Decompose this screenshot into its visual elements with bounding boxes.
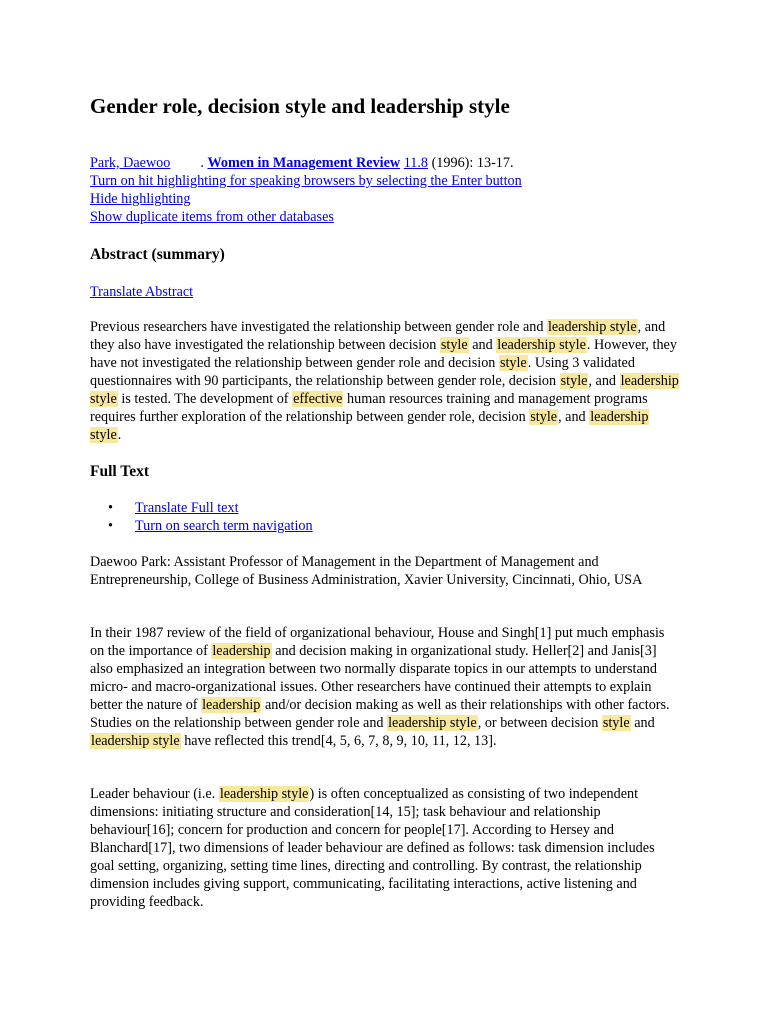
translate-full-text-link[interactable]: Translate Full text	[135, 500, 239, 516]
citation-dot: .	[200, 155, 204, 171]
list-item	[135, 499, 313, 517]
search-term-highlight: effective	[293, 391, 343, 407]
hit-highlighting-link[interactable]: Turn on hit highlighting for speaking browsers by selecting the Enter button	[90, 173, 522, 189]
search-term-highlight: leadership	[202, 697, 261, 713]
search-term-highlight: leadership style	[90, 409, 649, 443]
show-duplicates-link[interactable]: Show duplicate items from other databases	[90, 209, 334, 225]
search-term-highlight: leadership style	[547, 319, 637, 335]
search-term-highlight: style	[499, 355, 527, 371]
full-text-links	[90, 499, 313, 535]
search-term-highlight: style	[602, 715, 630, 731]
search-term-navigation-link[interactable]: Turn on search term navigation	[135, 518, 313, 534]
abstract-text: Previous researchers have investigated the relationship between gender role and leadership style, and they also have investigated the relationship between decision style and leadership style. However, they have not investigated the relationship between gender role and decision style. Using 3 validated questionnaires with 90 participants, the relationship between gender role, decision style, and leadership style is tested. The development of effective human resources training and management programs requires further exploration of the relationship between gender role, decision style, and leadership style.	[90, 319, 679, 443]
full-text-heading: Full Text	[90, 463, 150, 480]
citation-line	[90, 154, 690, 172]
search-term-highlight: leadership style	[388, 715, 477, 731]
search-term-highlight: style	[440, 337, 468, 353]
author-link[interactable]: Park, Daewoo	[90, 155, 171, 171]
body-paragraph-1: In their 1987 review of the field of organizational behaviour, House and Singh[1] put much emphasis on the importance of leadership and decision making in organizational study. Heller[2] and Janis[3] also emphasized an integration between two normally disparate topics in our attempts to understand micro- and macro-organizational issues. Other researchers have continued their attempts to explain better the nature of leadership and/or decision making as well as their relationships with other factors. Studies on the relationship between gender role and leadership style, or between decision style and leadership style have reflected this trend[4, 5, 6, 7, 8, 9, 10, 11, 12, 13].	[90, 625, 670, 749]
abstract-heading: Abstract (summary)	[90, 246, 225, 263]
article-title: Gender role, decision style and leadership style	[90, 94, 510, 118]
search-term-highlight: leadership style	[91, 733, 180, 749]
body-paragraph-2: Leader behaviour (i.e. leadership style) is often conceptualized as consisting of two independent dimensions: initiating structure and consideration[14, 15]; task behaviour and relationship behaviour[16]; concern for production and concern for people[17]. According to Hersey and Blanchard[17], two dimensions of leader behaviour are defined as follows: task dimension includes goal setting, organizing, setting time lines, directing and controlling. By contrast, the relationship dimension includes giving support, communicating, facilitating interactions, active listening and providing feedback.	[90, 786, 655, 910]
volume-link[interactable]: 11.8	[403, 155, 429, 171]
search-term-highlight: leadership style	[219, 786, 309, 802]
hide-highlighting-link[interactable]: Hide highlighting	[90, 191, 191, 207]
search-term-highlight: leadership	[212, 643, 271, 659]
list-item	[135, 517, 313, 535]
translate-abstract-link[interactable]: Translate Abstract	[90, 284, 194, 300]
author-affiliation: Daewoo Park: Assistant Professor of Management in the Department of Management and Entrepreneurship, College of Business Administration, Xavier University, Cincinnati, Ohio, USA	[90, 554, 643, 588]
search-term-highlight: leadership style	[497, 337, 586, 353]
search-term-highlight: style	[560, 373, 588, 389]
search-term-highlight: leadership style	[90, 373, 679, 407]
journal-link[interactable]: Women in Management Review	[207, 155, 401, 171]
citation-block	[90, 154, 690, 226]
search-term-highlight: style	[530, 409, 558, 425]
publication-info: (1996): 13-17.	[431, 155, 514, 171]
